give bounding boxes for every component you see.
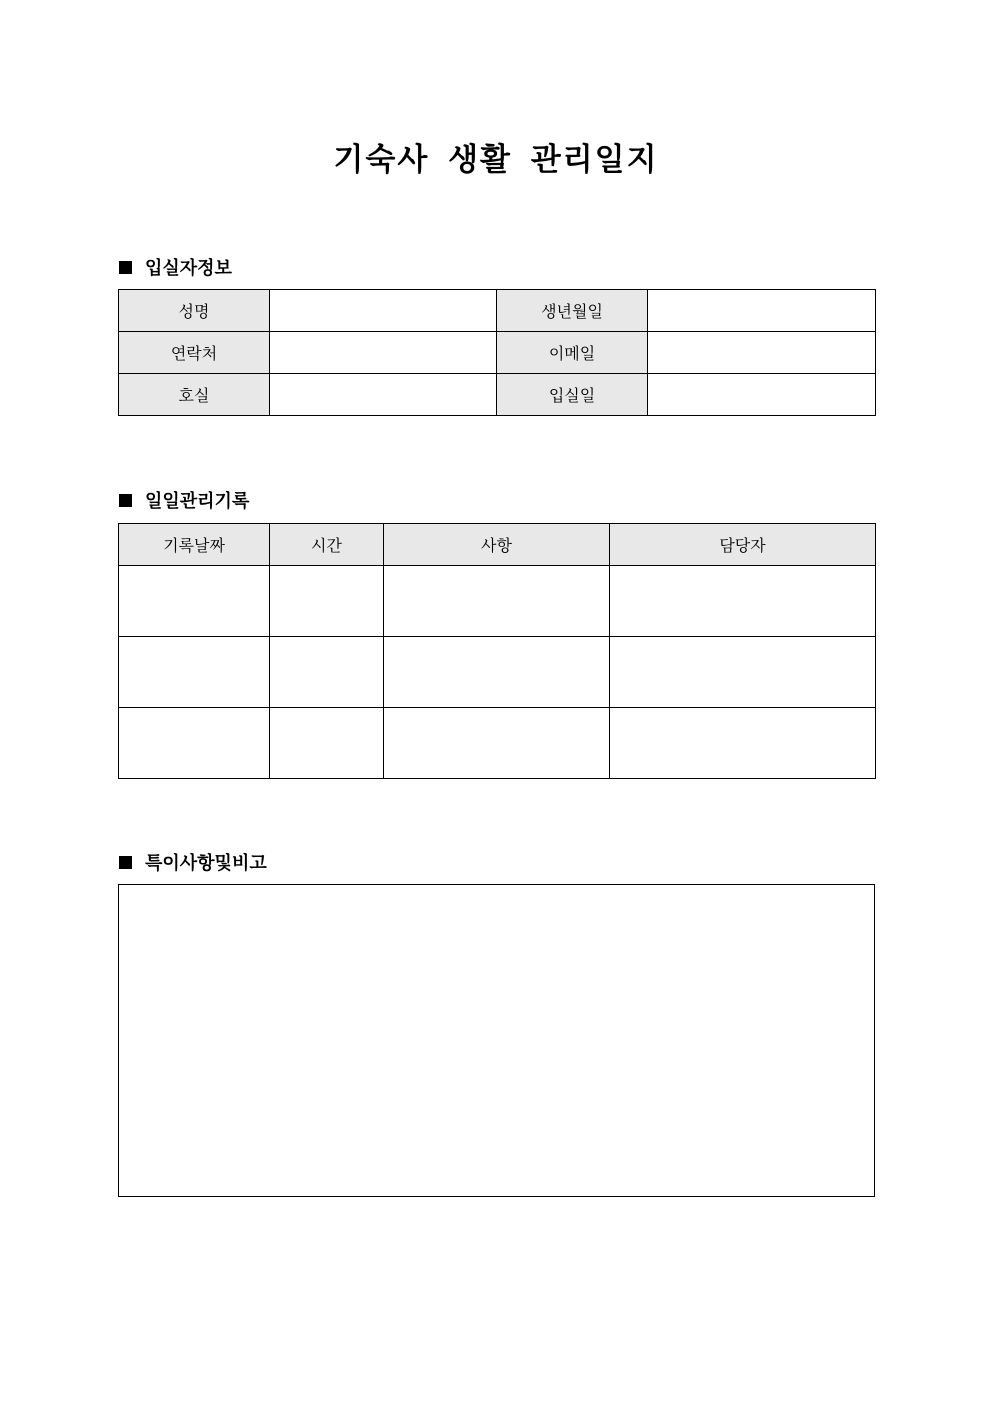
column-header-time: 시간	[270, 524, 384, 566]
resident-info-table	[118, 289, 876, 416]
email-field[interactable]	[648, 332, 876, 374]
contact-label: 연락처	[119, 332, 270, 374]
room-field[interactable]	[270, 374, 497, 416]
column-header-matter: 사항	[384, 524, 610, 566]
manager-cell[interactable]	[610, 708, 876, 779]
time-cell[interactable]	[270, 637, 384, 708]
contact-field[interactable]	[270, 332, 497, 374]
column-header-manager: 담당자	[610, 524, 876, 566]
remarks-textbox[interactable]	[118, 884, 875, 1197]
name-field[interactable]	[270, 290, 497, 332]
time-cell[interactable]	[270, 566, 384, 637]
section-heading-label: 특이사항및비고	[145, 853, 267, 874]
table-row	[119, 290, 876, 332]
room-label: 호실	[119, 374, 270, 416]
table-row	[119, 332, 876, 374]
birthdate-label: 생년월일	[497, 290, 648, 332]
table-row	[119, 637, 876, 708]
move-in-date-field[interactable]	[648, 374, 876, 416]
table-row	[119, 374, 876, 416]
square-bullet-icon	[119, 856, 132, 869]
section-heading-remarks	[119, 849, 267, 875]
table-row	[119, 708, 876, 779]
email-label: 이메일	[497, 332, 648, 374]
matter-cell[interactable]	[384, 708, 610, 779]
section-heading-daily-log	[119, 487, 249, 513]
date-cell[interactable]	[119, 637, 270, 708]
daily-log-table	[118, 523, 876, 779]
birthdate-field[interactable]	[648, 290, 876, 332]
section-heading-label: 입실자정보	[145, 258, 232, 279]
time-cell[interactable]	[270, 708, 384, 779]
section-heading-resident-info	[119, 254, 232, 280]
table-header-row	[119, 524, 876, 566]
section-heading-label: 일일관리기록	[145, 491, 250, 512]
matter-cell[interactable]	[384, 637, 610, 708]
square-bullet-icon	[119, 494, 132, 507]
table-row	[119, 566, 876, 637]
square-bullet-icon	[119, 261, 132, 274]
manager-cell[interactable]	[610, 637, 876, 708]
date-cell[interactable]	[119, 708, 270, 779]
document-title: 기숙사 생활 관리일지	[333, 142, 659, 178]
column-header-date: 기록날짜	[119, 524, 270, 566]
move-in-date-label: 입실일	[497, 374, 648, 416]
date-cell[interactable]	[119, 566, 270, 637]
name-label: 성명	[119, 290, 270, 332]
manager-cell[interactable]	[610, 566, 876, 637]
matter-cell[interactable]	[384, 566, 610, 637]
